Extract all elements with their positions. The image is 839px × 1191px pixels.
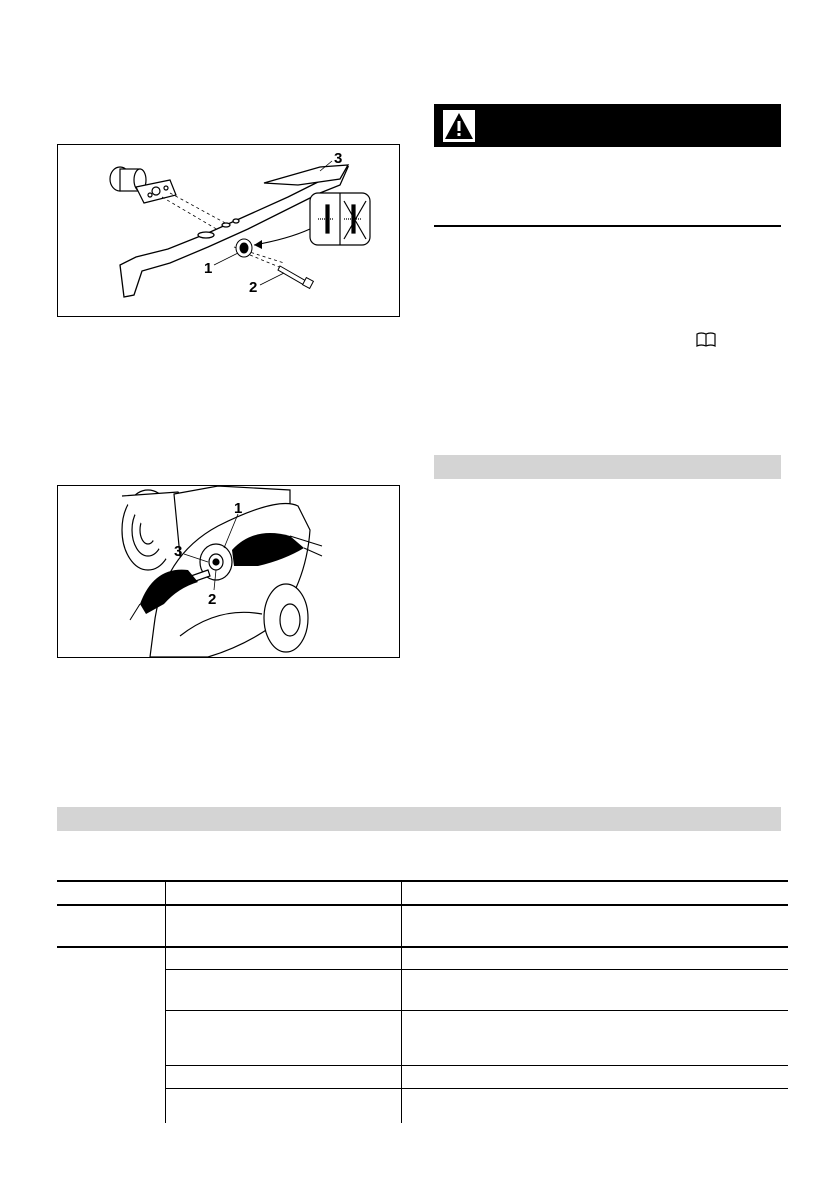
callout-1: 1 bbox=[204, 260, 213, 277]
blade-assembly-figure bbox=[57, 144, 400, 317]
table-cell bbox=[166, 905, 402, 947]
table-row bbox=[57, 1089, 788, 1124]
troubleshooting-heading-bar bbox=[57, 807, 781, 831]
table-cell bbox=[402, 947, 789, 970]
table-row bbox=[57, 947, 788, 970]
callout-3: 3 bbox=[334, 150, 343, 167]
table-cell bbox=[166, 1089, 402, 1124]
callout-2: 2 bbox=[249, 279, 258, 296]
section-heading-bar bbox=[434, 455, 781, 479]
table-cell bbox=[166, 1066, 402, 1089]
callout-1: 1 bbox=[234, 500, 243, 517]
section-divider bbox=[434, 225, 781, 227]
motor-hub-illustration bbox=[110, 167, 176, 203]
callout-3: 3 bbox=[174, 543, 183, 560]
callout-2: 2 bbox=[208, 591, 217, 608]
table-cell bbox=[402, 970, 789, 1011]
table-cell bbox=[166, 947, 402, 970]
header-cell bbox=[57, 881, 166, 905]
warning-header bbox=[434, 104, 781, 147]
table-header-row bbox=[57, 881, 788, 905]
bolt-illustration bbox=[278, 266, 313, 288]
table-row bbox=[57, 905, 788, 947]
table-cell bbox=[57, 905, 166, 947]
table-cell bbox=[402, 1089, 789, 1124]
washer-orientation-detail bbox=[310, 193, 370, 245]
troubleshooting-table bbox=[57, 880, 788, 1123]
blade-removal-figure bbox=[57, 485, 400, 658]
front-wheel-illustration bbox=[264, 584, 308, 652]
table-cell bbox=[166, 1011, 402, 1066]
table-cell bbox=[402, 1066, 789, 1089]
warning-triangle-icon bbox=[443, 110, 475, 142]
manual-book-icon bbox=[696, 332, 716, 348]
table-row bbox=[57, 1011, 788, 1066]
table-cell bbox=[402, 905, 789, 947]
table-row bbox=[57, 1066, 788, 1089]
table-cell bbox=[57, 947, 166, 1123]
washer-illustration bbox=[236, 239, 252, 257]
header-cell bbox=[402, 881, 789, 905]
table-row bbox=[57, 970, 788, 1011]
table-cell bbox=[402, 1011, 789, 1066]
header-cell bbox=[166, 881, 402, 905]
table-cell bbox=[166, 970, 402, 1011]
